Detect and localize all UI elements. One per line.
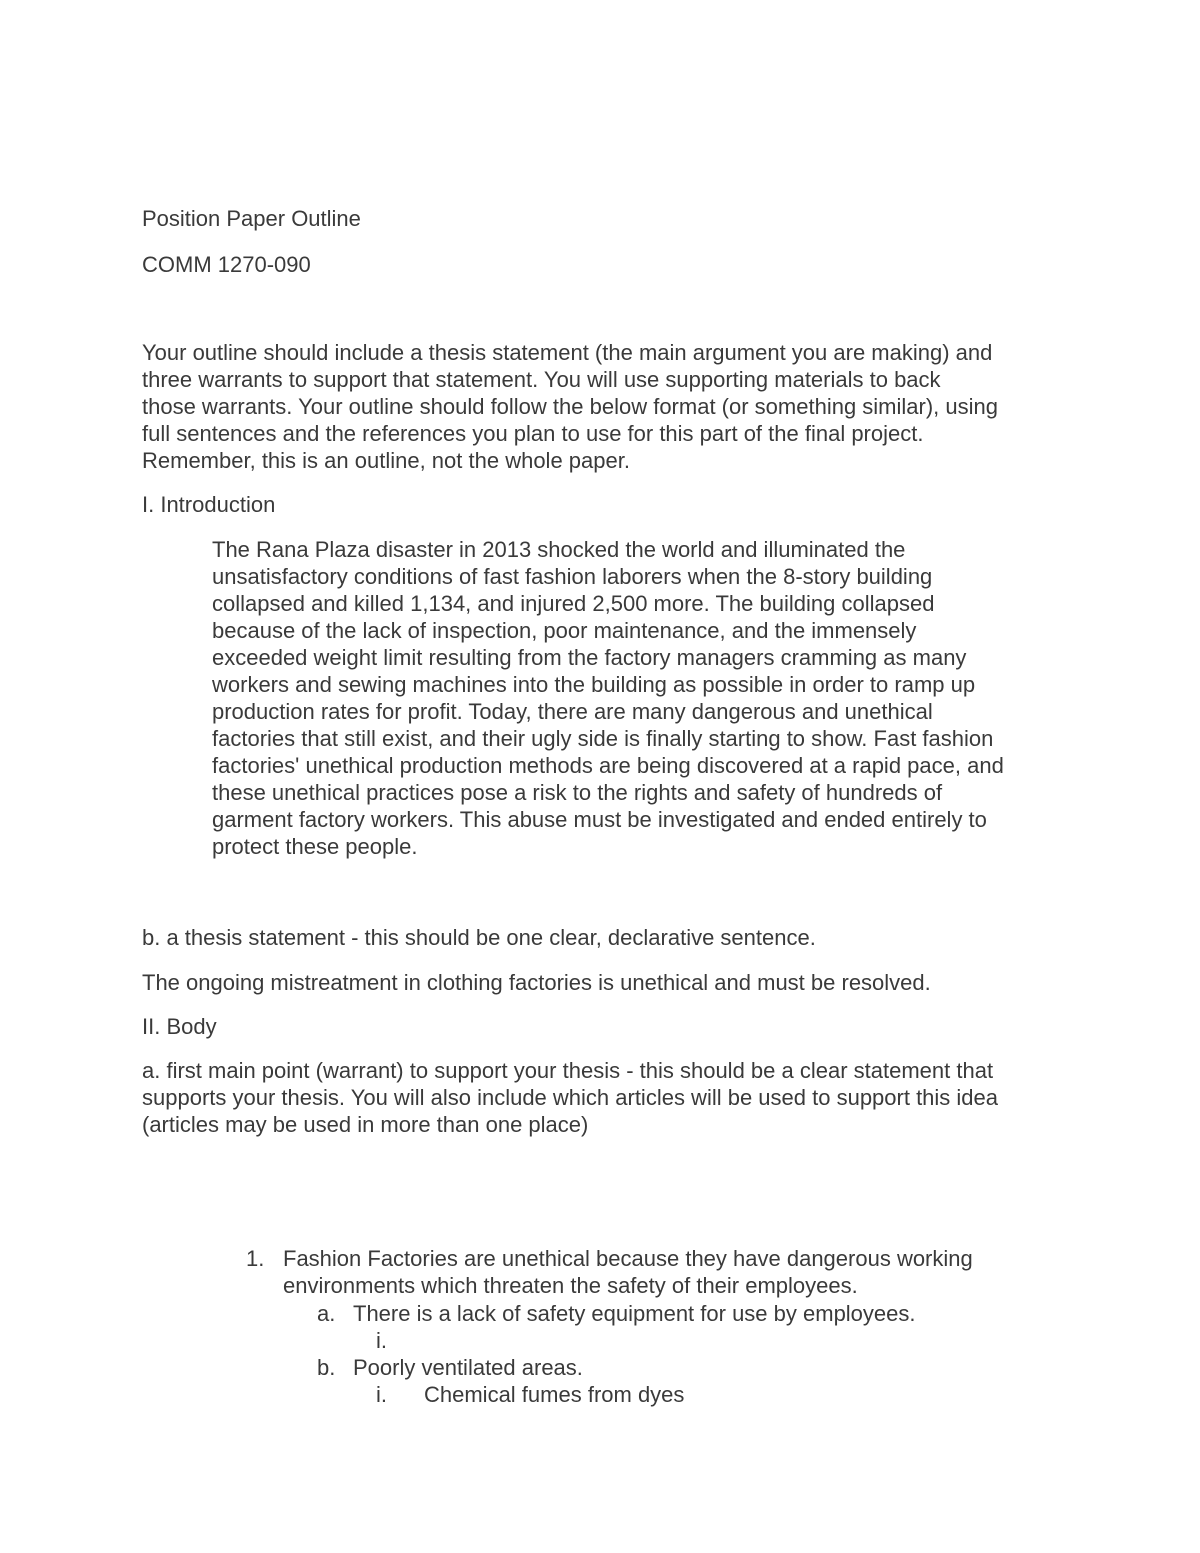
document-title: Position Paper Outline	[142, 206, 361, 231]
thesis-statement: The ongoing mistreatment in clothing factories is unethical and must be resolved.	[142, 970, 931, 995]
outline-subitem-b: Poorly ventilated areas.	[353, 1355, 583, 1380]
introduction-line: collapsed and killed 1,134, and injured 2,500 more. The building collapsed	[212, 591, 935, 616]
body-prompt-line: (articles may be used in more than one place)	[142, 1112, 589, 1137]
outline-subsubitem-marker: i.	[376, 1328, 387, 1353]
introduction-line: exceeded weight limit resulting from the factory managers cramming as many	[212, 645, 967, 670]
instructions-line: Your outline should include a thesis statement (the main argument you are making) and	[142, 340, 993, 365]
introduction-paragraph	[212, 536, 1004, 860]
introduction-line: protect these people.	[212, 834, 418, 859]
instructions-line: full sentences and the references you plan to use for this part of the final project.	[142, 421, 924, 446]
instructions-paragraph	[142, 339, 998, 474]
body-heading: II. Body	[142, 1014, 217, 1039]
instructions-line: Remember, this is an outline, not the whole paper.	[142, 448, 630, 473]
introduction-line: garment factory workers. This abuse must be investigated and ended entirely to	[212, 807, 987, 832]
outline-subitem-a: There is a lack of safety equipment for use by employees.	[353, 1301, 916, 1326]
instructions-line: three warrants to support that statement. You will use supporting materials to back	[142, 367, 941, 392]
introduction-line: factories that still exist, and their ugly side is finally starting to show. Fast fashion	[212, 726, 994, 751]
introduction-line: unsatisfactory conditions of fast fashion laborers when the 8-story building	[212, 564, 933, 589]
outline-item-marker: 1.	[246, 1246, 265, 1271]
introduction-line: because of the lack of inspection, poor maintenance, and the immensely	[212, 618, 917, 643]
body-prompt-line: supports your thesis. You will also include which articles will be used to support this idea	[142, 1085, 999, 1110]
outline-item-1	[283, 1245, 973, 1299]
outline-item-line: Fashion Factories are unethical because they have dangerous working	[283, 1246, 973, 1271]
introduction-line: these unethical practices pose a risk to the rights and safety of hundreds of	[212, 780, 943, 805]
outline-subsubitem-b-i: Chemical fumes from dyes	[424, 1382, 685, 1407]
introduction-line: The Rana Plaza disaster in 2013 shocked the world and illuminated the	[212, 537, 906, 562]
outline-subitem-marker: b.	[317, 1355, 336, 1380]
introduction-line: factories' unethical production methods are being discovered at a rapid pace, and	[212, 753, 1004, 778]
thesis-prompt: b. a thesis statement - this should be one clear, declarative sentence.	[142, 925, 816, 950]
instructions-line: those warrants. Your outline should follow the below format (or something similar), using	[142, 394, 998, 419]
introduction-line: workers and sewing machines into the building as possible in order to ramp up	[212, 672, 976, 697]
outline-item-line: environments which threaten the safety of their employees.	[283, 1273, 858, 1298]
introduction-heading: I. Introduction	[142, 492, 276, 517]
outline-subitem-marker: a.	[317, 1301, 336, 1326]
course-code: COMM 1270-090	[142, 252, 311, 277]
outline-subsubitem-marker: i.	[376, 1382, 387, 1407]
introduction-line: production rates for profit. Today, there are many dangerous and unethical	[212, 699, 933, 724]
body-prompt-paragraph	[142, 1057, 998, 1138]
body-prompt-line: a. first main point (warrant) to support your thesis - this should be a clear statement that	[142, 1058, 994, 1083]
